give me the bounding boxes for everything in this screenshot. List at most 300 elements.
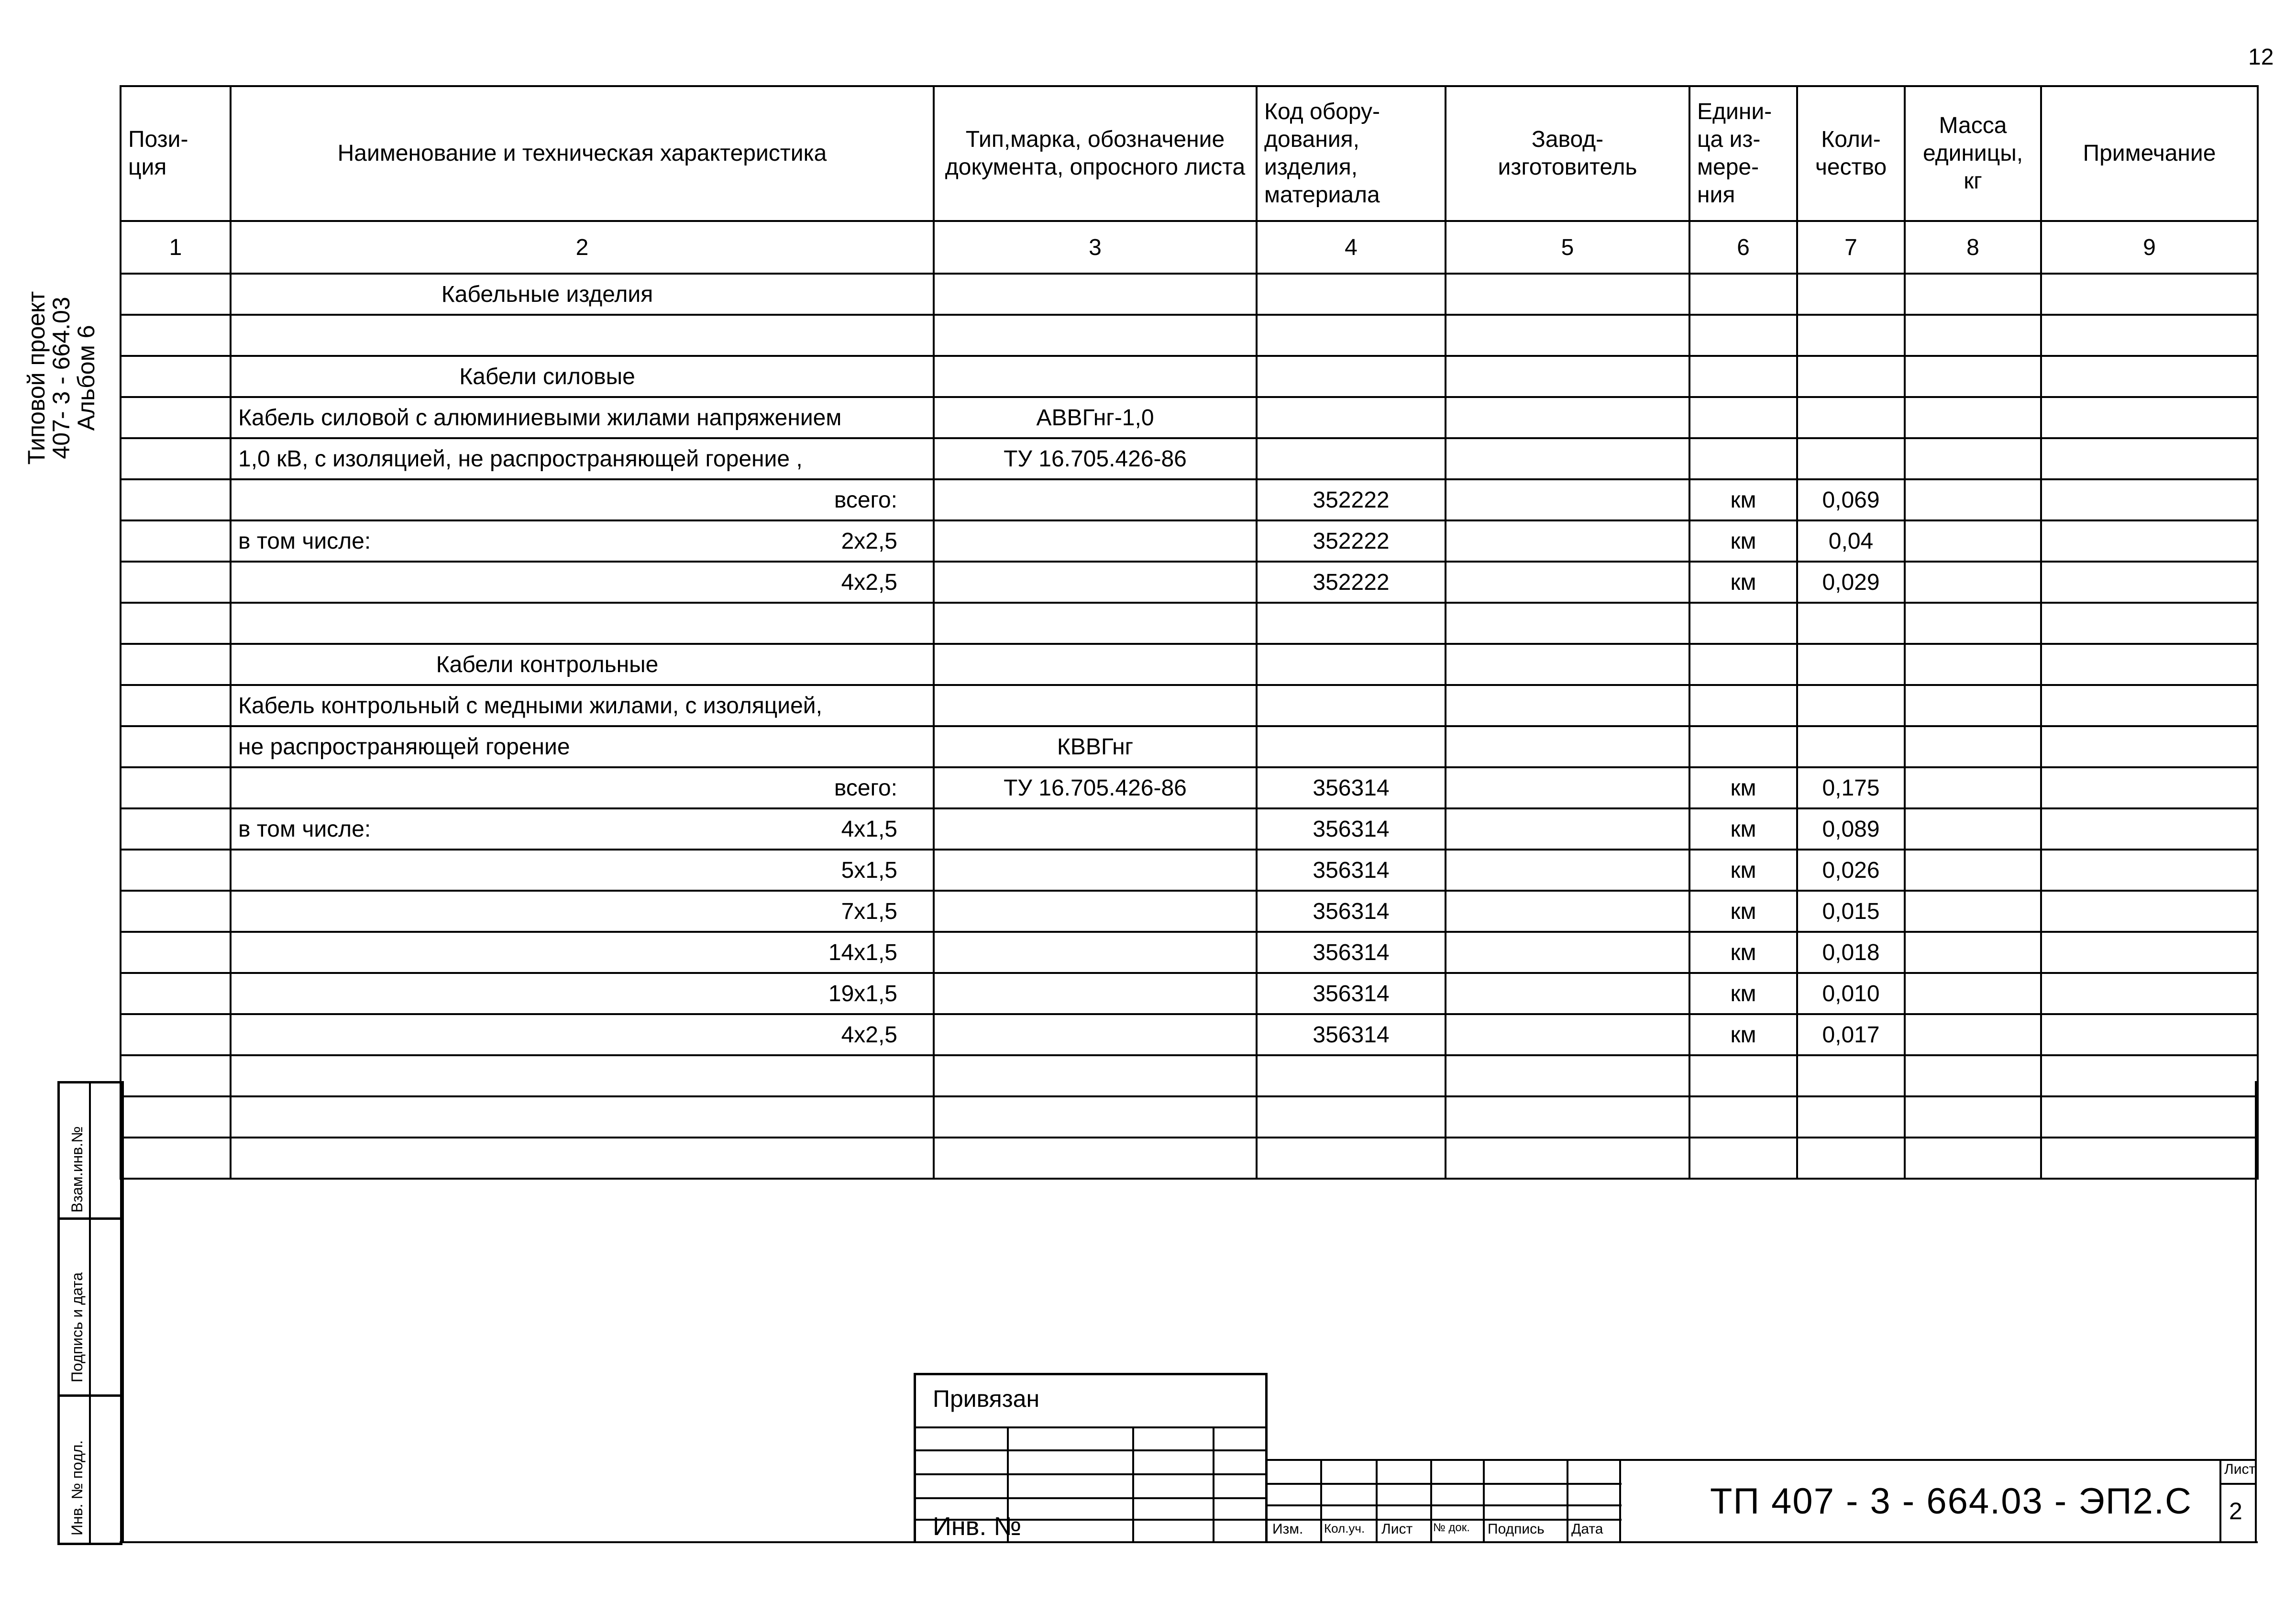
- cell-code: [1257, 891, 1446, 932]
- table-row: [121, 274, 2258, 315]
- cell-unit: [1689, 1055, 1797, 1096]
- cell-unit: [1689, 356, 1797, 397]
- cell-manufacturer: [1446, 644, 1689, 685]
- cell-code: [1257, 808, 1446, 850]
- cell-type: [934, 520, 1257, 562]
- cell-code: [1257, 356, 1446, 397]
- cell-note: [2041, 685, 2258, 726]
- cell-unit: [1689, 726, 1797, 767]
- table-row: [121, 438, 2258, 479]
- item-size: [897, 734, 926, 760]
- cell-manufacturer: [1446, 315, 1689, 356]
- item-quantity: 0,089: [1822, 816, 1880, 842]
- cell-note: [2041, 808, 2258, 850]
- cell-code: [1257, 562, 1446, 603]
- cell-unit: [1689, 932, 1797, 973]
- cell-type: [934, 891, 1257, 932]
- cell-code: [1257, 685, 1446, 726]
- item-unit: км: [1730, 528, 1756, 554]
- header-cell: Завод- изготовитель: [1446, 86, 1689, 221]
- cell-type: [934, 1138, 1257, 1179]
- cell-quantity: [1797, 479, 1905, 520]
- cell-code: [1257, 479, 1446, 520]
- cell-manufacturer: [1446, 479, 1689, 520]
- cell-position: [121, 685, 231, 726]
- cell-name: [231, 932, 934, 973]
- cell-note: [2041, 973, 2258, 1014]
- cell-mass: [1905, 1138, 2041, 1179]
- cell-note: [2041, 356, 2258, 397]
- cell-type: [934, 973, 1257, 1014]
- cell-unit: [1689, 808, 1797, 850]
- cell-type: [934, 644, 1257, 685]
- cell-manufacturer: [1446, 891, 1689, 932]
- cell-quantity: [1797, 438, 1905, 479]
- cell-unit: [1689, 973, 1797, 1014]
- cell-position: [121, 1138, 231, 1179]
- cell-code: [1257, 644, 1446, 685]
- cell-quantity: [1797, 1014, 1905, 1055]
- inv-no-label: Инв. №: [933, 1512, 1022, 1541]
- cell-note: [2041, 891, 2258, 932]
- cell-unit: [1689, 891, 1797, 932]
- side-title-line1: Типовой проект: [23, 291, 50, 465]
- column-number: 9: [2041, 221, 2258, 274]
- table-row: [121, 479, 2258, 520]
- cell-quantity: [1797, 891, 1905, 932]
- cell-quantity: [1797, 520, 1905, 562]
- cell-code: [1257, 1014, 1446, 1055]
- header-cell: Коли- чество: [1797, 86, 1905, 221]
- stamp-col-data: Дата: [1571, 1521, 1603, 1537]
- cell-note: [2041, 1138, 2258, 1179]
- cell-unit: [1689, 1014, 1797, 1055]
- cell-position: [121, 397, 231, 438]
- item-name: в том числе:: [238, 816, 371, 842]
- cell-type: [934, 808, 1257, 850]
- cell-name: [231, 1014, 934, 1055]
- cell-type: [934, 356, 1257, 397]
- header-row: [121, 86, 2258, 221]
- item-quantity: 0,015: [1822, 898, 1880, 924]
- item-quantity: 0,026: [1822, 857, 1880, 883]
- cell-mass: [1905, 850, 2041, 891]
- column-number: 1: [121, 221, 231, 274]
- table-row: [121, 726, 2258, 767]
- item-size: 4х1,5: [841, 816, 897, 842]
- section-title: Кабели силовые: [459, 364, 635, 389]
- cell-manufacturer: [1446, 1096, 1689, 1138]
- cell-type: [934, 1014, 1257, 1055]
- table-row: [121, 891, 2258, 932]
- stamp-col-koluch: Кол.уч.: [1324, 1521, 1365, 1536]
- cell-type: [934, 1055, 1257, 1096]
- table-row: [121, 644, 2258, 685]
- stamp-col-izm: Изм.: [1272, 1521, 1303, 1537]
- table-row: [121, 1096, 2258, 1138]
- cell-manufacturer: [1446, 932, 1689, 973]
- cell-manufacturer: [1446, 726, 1689, 767]
- item-unit: км: [1730, 939, 1756, 965]
- cell-type: [934, 767, 1257, 808]
- cell-manufacturer: [1446, 1014, 1689, 1055]
- cell-name: [231, 479, 934, 520]
- cell-note: [2041, 850, 2258, 891]
- item-size: 5х1,5: [841, 857, 897, 883]
- cell-mass: [1905, 520, 2041, 562]
- item-type: ТУ 16.705.426-86: [1004, 446, 1187, 472]
- cell-note: [2041, 644, 2258, 685]
- header-cell: Примечание: [2041, 86, 2258, 221]
- cell-code: [1257, 973, 1446, 1014]
- stamp-col-podpis: Подпись: [1488, 1521, 1545, 1537]
- cell-code: [1257, 1055, 1446, 1096]
- cell-quantity: [1797, 726, 1905, 767]
- cell-type: [934, 850, 1257, 891]
- cell-quantity: [1797, 850, 1905, 891]
- cell-code: [1257, 274, 1446, 315]
- cell-unit: [1689, 315, 1797, 356]
- cell-position: [121, 562, 231, 603]
- cell-type: [934, 603, 1257, 644]
- cell-note: [2041, 1014, 2258, 1055]
- item-type: ТУ 16.705.426-86: [1004, 775, 1187, 801]
- item-size: [897, 693, 926, 719]
- item-code: 356314: [1313, 816, 1390, 842]
- table-row: [121, 397, 2258, 438]
- cell-name: [231, 1055, 934, 1096]
- cell-code: [1257, 520, 1446, 562]
- cell-position: [121, 644, 231, 685]
- item-size: [897, 446, 926, 472]
- document-code: ТП 407 - 3 - 664.03 - ЭП2.С: [1710, 1481, 2192, 1522]
- header-cell: Пози- ция: [121, 86, 231, 221]
- table-row: [121, 356, 2258, 397]
- cell-position: [121, 520, 231, 562]
- cell-mass: [1905, 726, 2041, 767]
- side-title-line2: 407- 3 - 664.03: [48, 297, 75, 459]
- cell-mass: [1905, 315, 2041, 356]
- item-name: 1,0 кВ, с изоляцией, не распространяющей горение ,: [238, 446, 803, 472]
- cell-type: [934, 397, 1257, 438]
- cell-manufacturer: [1446, 562, 1689, 603]
- item-quantity: 0,029: [1822, 569, 1880, 595]
- item-code: 356314: [1313, 981, 1390, 1006]
- cell-name: [231, 767, 934, 808]
- item-quantity: 0,069: [1822, 487, 1880, 513]
- cell-note: [2041, 562, 2258, 603]
- cell-unit: [1689, 603, 1797, 644]
- cell-position: [121, 315, 231, 356]
- cell-mass: [1905, 397, 2041, 438]
- table-row: [121, 1055, 2258, 1096]
- cell-position: [121, 1055, 231, 1096]
- cell-quantity: [1797, 356, 1905, 397]
- header-cell: Код обору- дования, изделия, материала: [1257, 86, 1446, 221]
- cell-unit: [1689, 1138, 1797, 1179]
- item-size: [897, 405, 926, 431]
- column-number: 6: [1689, 221, 1797, 274]
- cell-position: [121, 274, 231, 315]
- cell-name: [231, 520, 934, 562]
- page-number: 12: [2248, 44, 2274, 70]
- item-quantity: 0,017: [1822, 1022, 1880, 1048]
- cell-quantity: [1797, 685, 1905, 726]
- item-unit: км: [1730, 857, 1756, 883]
- header-cell: Наименование и техническая характеристика: [231, 86, 934, 221]
- cell-mass: [1905, 603, 2041, 644]
- cell-mass: [1905, 1096, 2041, 1138]
- item-type: КВВГнг: [1057, 734, 1134, 760]
- cell-code: [1257, 850, 1446, 891]
- cell-quantity: [1797, 644, 1905, 685]
- cell-position: [121, 932, 231, 973]
- cell-unit: [1689, 562, 1797, 603]
- cell-position: [121, 1096, 231, 1138]
- cell-type: [934, 932, 1257, 973]
- cell-mass: [1905, 356, 2041, 397]
- item-size: 4х2,5: [841, 569, 897, 595]
- item-code: 356314: [1313, 898, 1390, 924]
- specification-table: [120, 85, 2259, 1180]
- cell-quantity: [1797, 767, 1905, 808]
- item-type: АВВГнг-1,0: [1036, 405, 1154, 431]
- item-size: 4х2,5: [841, 1022, 897, 1048]
- cell-note: [2041, 438, 2258, 479]
- cell-type: [934, 726, 1257, 767]
- cell-mass: [1905, 685, 2041, 726]
- cell-name: [231, 562, 934, 603]
- cell-name: [231, 726, 934, 767]
- item-code: 356314: [1313, 857, 1390, 883]
- cell-mass: [1905, 767, 2041, 808]
- cell-mass: [1905, 973, 2041, 1014]
- cell-manufacturer: [1446, 520, 1689, 562]
- cell-manufacturer: [1446, 397, 1689, 438]
- column-number: 8: [1905, 221, 2041, 274]
- privyazan-label: Привязан: [933, 1385, 1040, 1412]
- stamp-col-list: Лист: [1381, 1521, 1413, 1537]
- cell-unit: [1689, 274, 1797, 315]
- cell-note: [2041, 1096, 2258, 1138]
- table-row: [121, 767, 2258, 808]
- table-row: [121, 315, 2258, 356]
- item-name: в том числе:: [238, 528, 371, 554]
- cell-type: [934, 274, 1257, 315]
- cell-note: [2041, 520, 2258, 562]
- item-quantity: 0,04: [1828, 528, 1874, 554]
- table-row: [121, 850, 2258, 891]
- item-unit: км: [1730, 1022, 1756, 1048]
- cell-code: [1257, 438, 1446, 479]
- item-code: 356314: [1313, 775, 1390, 801]
- header-cell: Масса единицы, кг: [1905, 86, 2041, 221]
- side-title-line3: Альбом 6: [73, 325, 99, 431]
- cell-name: [231, 685, 934, 726]
- cell-mass: [1905, 438, 2041, 479]
- item-code: 352222: [1313, 569, 1390, 595]
- inv-podl-label: Инв. № подл.: [68, 1440, 86, 1536]
- header-cell: Едини- ца из- мере- ния: [1689, 86, 1797, 221]
- table-row: [121, 808, 2258, 850]
- cell-unit: [1689, 1096, 1797, 1138]
- vzam-inv-label: Взам.инв.№: [68, 1126, 86, 1213]
- cell-quantity: [1797, 562, 1905, 603]
- cell-manufacturer: [1446, 973, 1689, 1014]
- cell-unit: [1689, 767, 1797, 808]
- cell-position: [121, 850, 231, 891]
- cell-manufacturer: [1446, 808, 1689, 850]
- item-name: Кабель силовой с алюминиевыми жилами напряжением: [238, 405, 842, 431]
- item-unit: км: [1730, 487, 1756, 513]
- item-size: 14х1,5: [828, 939, 897, 965]
- cell-unit: [1689, 479, 1797, 520]
- cell-manufacturer: [1446, 767, 1689, 808]
- cell-code: [1257, 726, 1446, 767]
- cell-position: [121, 808, 231, 850]
- cell-manufacturer: [1446, 1138, 1689, 1179]
- cell-manufacturer: [1446, 603, 1689, 644]
- cell-position: [121, 767, 231, 808]
- cell-manufacturer: [1446, 685, 1689, 726]
- cell-name: [231, 274, 934, 315]
- cell-quantity: [1797, 1138, 1905, 1179]
- item-code: 352222: [1313, 528, 1390, 554]
- cell-name: [231, 973, 934, 1014]
- cell-mass: [1905, 274, 2041, 315]
- cell-note: [2041, 479, 2258, 520]
- item-name: не распространяющей горение: [238, 734, 570, 760]
- cell-mass: [1905, 562, 2041, 603]
- cell-code: [1257, 397, 1446, 438]
- side-title: [24, 210, 99, 545]
- item-unit: км: [1730, 775, 1756, 801]
- cell-mass: [1905, 932, 2041, 973]
- cell-note: [2041, 767, 2258, 808]
- cell-quantity: [1797, 808, 1905, 850]
- item-unit: км: [1730, 898, 1756, 924]
- cell-type: [934, 1096, 1257, 1138]
- cell-mass: [1905, 808, 2041, 850]
- cell-quantity: [1797, 1096, 1905, 1138]
- cell-name: [231, 438, 934, 479]
- table-row: [121, 1138, 2258, 1179]
- item-size: всего:: [834, 487, 897, 513]
- cell-note: [2041, 932, 2258, 973]
- cell-code: [1257, 767, 1446, 808]
- table-row: [121, 685, 2258, 726]
- cell-note: [2041, 397, 2258, 438]
- cell-quantity: [1797, 1055, 1905, 1096]
- cell-quantity: [1797, 274, 1905, 315]
- cell-code: [1257, 315, 1446, 356]
- column-number: 4: [1257, 221, 1446, 274]
- column-number-row: [121, 221, 2258, 274]
- list-value: 2: [2229, 1498, 2242, 1525]
- cell-mass: [1905, 479, 2041, 520]
- cell-manufacturer: [1446, 274, 1689, 315]
- cell-quantity: [1797, 603, 1905, 644]
- cell-manufacturer: [1446, 438, 1689, 479]
- column-number: 7: [1797, 221, 1905, 274]
- section-title: Кабельные изделия: [441, 281, 653, 307]
- item-unit: км: [1730, 981, 1756, 1006]
- list-label: Лист: [2224, 1461, 2256, 1477]
- cell-type: [934, 315, 1257, 356]
- item-unit: км: [1730, 816, 1756, 842]
- cell-name: [231, 644, 934, 685]
- section-title: Кабели контрольные: [436, 652, 659, 677]
- cell-position: [121, 479, 231, 520]
- header-cell: Тип,марка, обозначение документа, опросного листа: [934, 86, 1257, 221]
- table-row: [121, 932, 2258, 973]
- cell-position: [121, 726, 231, 767]
- cell-position: [121, 356, 231, 397]
- cell-note: [2041, 603, 2258, 644]
- column-number: 3: [934, 221, 1257, 274]
- cell-type: [934, 438, 1257, 479]
- cell-mass: [1905, 1055, 2041, 1096]
- cell-position: [121, 438, 231, 479]
- table-row: [121, 520, 2258, 562]
- cell-name: [231, 891, 934, 932]
- signature-date-label: Подпись и дата: [68, 1272, 86, 1382]
- cell-code: [1257, 1096, 1446, 1138]
- cell-unit: [1689, 438, 1797, 479]
- cell-mass: [1905, 1014, 2041, 1055]
- cell-code: [1257, 1138, 1446, 1179]
- cell-quantity: [1797, 932, 1905, 973]
- item-size: всего:: [834, 775, 897, 801]
- cell-note: [2041, 315, 2258, 356]
- item-size: 7х1,5: [841, 898, 897, 924]
- cell-name: [231, 808, 934, 850]
- cell-position: [121, 1014, 231, 1055]
- item-code: 352222: [1313, 487, 1390, 513]
- cell-mass: [1905, 644, 2041, 685]
- item-unit: км: [1730, 569, 1756, 595]
- cell-name: [231, 315, 934, 356]
- cell-name: [231, 603, 934, 644]
- stamp-col-ndok: № док.: [1433, 1521, 1470, 1534]
- table-row: [121, 1014, 2258, 1055]
- cell-position: [121, 891, 231, 932]
- cell-manufacturer: [1446, 850, 1689, 891]
- cell-name: [231, 1138, 934, 1179]
- cell-type: [934, 685, 1257, 726]
- cell-quantity: [1797, 973, 1905, 1014]
- cell-unit: [1689, 850, 1797, 891]
- item-quantity: 0,018: [1822, 939, 1880, 965]
- item-quantity: 0,175: [1822, 775, 1880, 801]
- cell-quantity: [1797, 397, 1905, 438]
- cell-type: [934, 479, 1257, 520]
- cell-name: [231, 397, 934, 438]
- cell-unit: [1689, 397, 1797, 438]
- cell-unit: [1689, 685, 1797, 726]
- cell-position: [121, 973, 231, 1014]
- column-number: 2: [231, 221, 934, 274]
- cell-note: [2041, 726, 2258, 767]
- cell-name: [231, 1096, 934, 1138]
- table-row: [121, 603, 2258, 644]
- cell-manufacturer: [1446, 1055, 1689, 1096]
- cell-code: [1257, 932, 1446, 973]
- cell-unit: [1689, 520, 1797, 562]
- cell-unit: [1689, 644, 1797, 685]
- cell-manufacturer: [1446, 356, 1689, 397]
- cell-quantity: [1797, 315, 1905, 356]
